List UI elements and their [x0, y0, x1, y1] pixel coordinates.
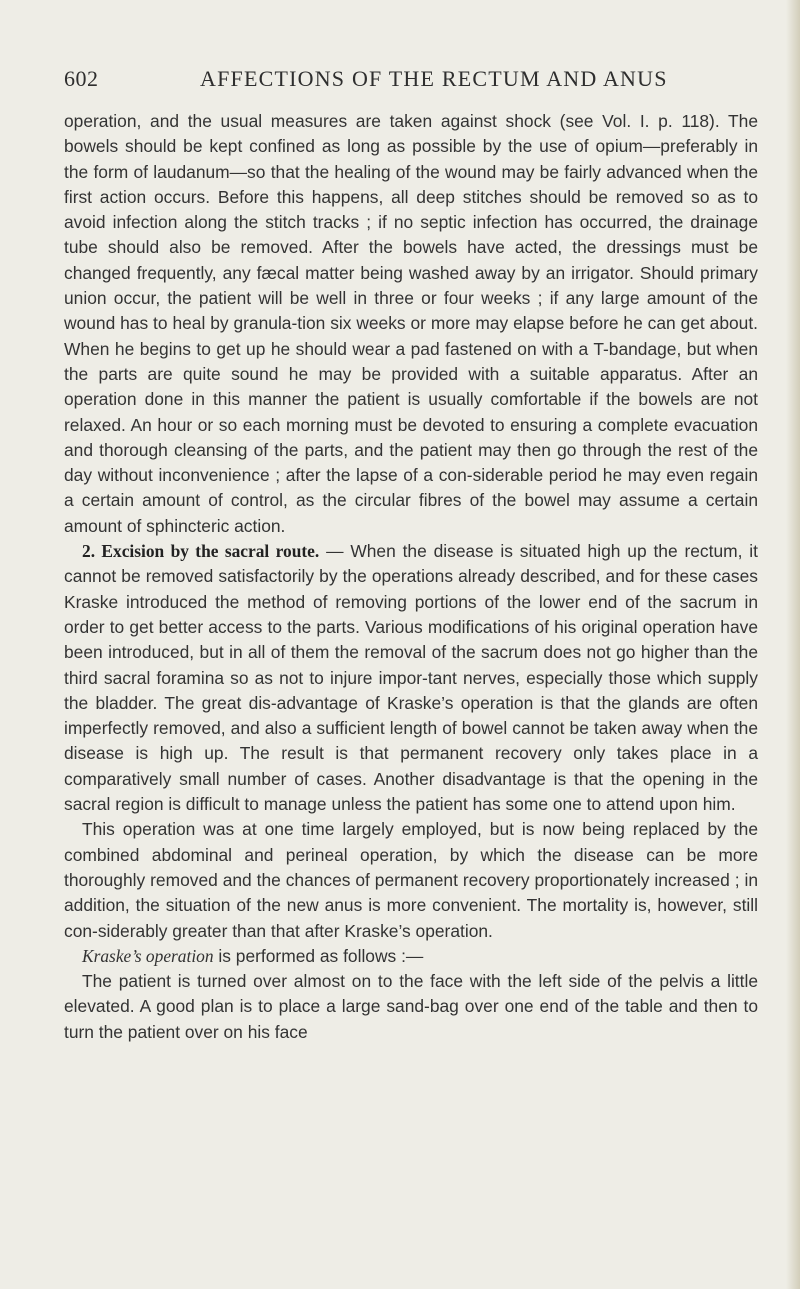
paragraph-postoperative-care: operation, and the usual measures are taken against shock (see Vol. I. p. 118). The bowels should be kept confined as long as possible by the use of opium—preferably in the form of laudanum—so that the healing of the wound may be fairly advanced when the first action occurs. Before this happens, all deep stitches should be removed so as to avoid infection along the stitch tracks ; if no septic infection has occurred, the drainage tube should also be removed. After the bowels have acted, the dressings must be changed frequently, any fæcal matter being washed away by an irrigator. Should primary union occur, the patient will be well in three or four weeks ; if any large amount of the wound has to heal by granula-tion six weeks or more may elapse before he can get about. When he begins to get up he should wear a pad fastened on with a T-bandage, but when the parts are quite sound he may be provided with a suitable apparatus. After an operation done in this manner the patient is usually comfortable if the bowels are not relaxed. An hour or so each morning must be devoted to ensuring a complete evacuation and thorough cleansing of the parts, and the patient may then go through the rest of the day without inconvenience ; after the lapse of a con-siderable period he may even regain a certain amount of control, as the circular fibres of the bowel may assume a certain amount of sphincteric action.	[64, 111, 758, 536]
paragraph-sacral-excision	[64, 539, 758, 817]
kraske-operation-subheading: Kraske’s operation	[82, 945, 214, 966]
subheading-tail: is performed as follows :—	[213, 945, 424, 966]
page-number: 602	[64, 66, 99, 91]
running-head: AFFECTIONS OF THE RECTUM AND ANUS	[200, 66, 668, 91]
paragraph-kraske-heading	[64, 944, 758, 969]
page-edge-shadow	[786, 0, 800, 1289]
section-text: — When the disease is situated high up the rectum, it cannot be removed satisfactorily by the operations already described, and for these cases Kraske introduced the method of removing portions of the lower end of the sacrum in order to get better access to the parts. Various modifications of his original operation have been introduced, but in all of them the removal of the sacrum does not go higher than the third sacral foramina so as not to injure impor-tant nerves, especially those which supply the bladder. The great dis-advantage of Kraske’s operation is that the glands are often imperfectly removed, and also a sufficient length of bowel cannot be taken away when the disease is high up. The result is that permanent recovery only takes place in a comparatively small number of cases. Another disadvantage is that the opening in the sacral region is difficult to manage unless the patient has some one to attend upon him.	[64, 541, 758, 815]
body-text	[64, 109, 758, 1045]
section-heading: 2. Excision by the sacral route.	[82, 541, 320, 562]
page-header	[0, 66, 800, 100]
paragraph-operation-comparison: This operation was at one time largely employed, but is now being replaced by the combined abdominal and perineal operation, by which the disease can be more thoroughly removed and the chances of permanent recovery proportionately increased ; in addition, the situation of the new anus is more convenient. The mortality is, however, still con-siderably greater than that after Kraske’s operation.	[64, 819, 758, 941]
paragraph-patient-position: The patient is turned over almost on to the face with the left side of the pelvis a little elevated. A good plan is to place a large sand-bag over one end of the table and then to turn the patient over on his face	[64, 971, 758, 1042]
